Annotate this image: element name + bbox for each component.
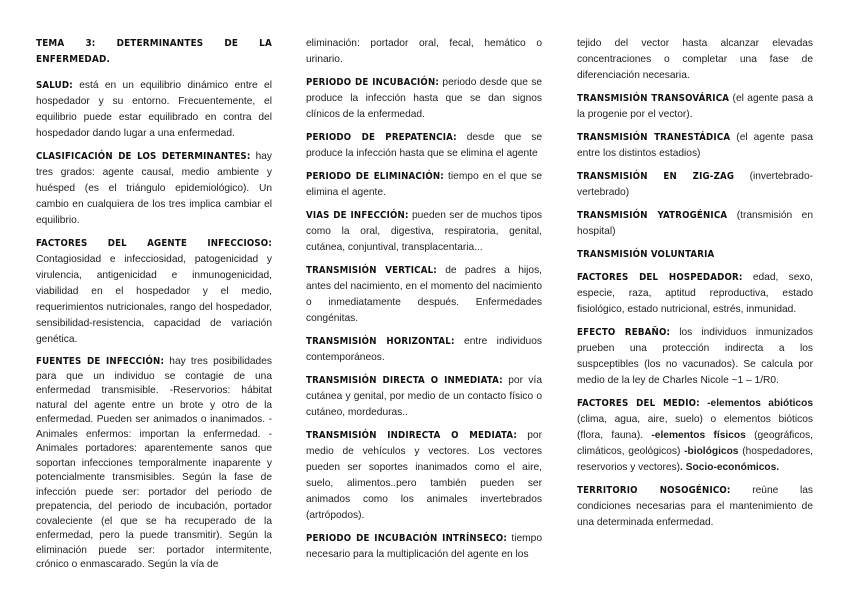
heading-periodo-intrinseco: PERIODO DE INCUBACIÓN INTRÍNSECO: [306,533,508,544]
paragraph-periodo-intrinseco [306,531,542,563]
heading-clasificacion: CLASIFICACIÓN DE LOS DETERMINANTES: [36,151,251,162]
page-title: TEMA 3: DETERMINANTES DE LA ENFERMEDAD. [36,38,272,65]
paragraph-vector-cont [577,36,813,84]
text-zig-zag: (invertebrado-vertebrado) [577,171,814,198]
text-transovarica: (el agente pasa a la progenie por el vector). [577,93,814,120]
text-clasificacion: hay tres grados: agente causal, medio ambiente y huésped (es el triángulo epidemiológico). Un cambio en cualquiera de los tres implica cambiar el equilibrio. [36,151,272,226]
heading-efecto-rebano: EFECTO REBAÑO: [577,327,671,338]
heading-transovarica: TRANSMISIÓN TRANSOVÁRICA [577,93,730,104]
paragraph-transmision-directa [306,373,542,421]
heading-periodo-prepatencia: PERIODO DE PREPATENCIA: [306,132,457,143]
text-efecto-rebano: los individuos inmunizados prueben una protección indirecta a los suspceptibles (los no vacunados). Se calcula por medio de la ley de Charles Nicole ~1 – 1/R0. [577,327,813,386]
text-abioticos: (clima, agua, aire, suelo) o elementos bióticos (flora, fauna). [577,414,813,441]
text-transmision-vertical: de padres a hijos, antes del nacimiento, en el momento del nacimiento o inmediatamente después. Enfermedades congénitas. [306,265,542,324]
paragraph-territorio-nosogenico [577,483,813,531]
text-periodo-incubacion: periodo desde que se produce la infección hasta que se dan signos clínicos de la enfermedad. [306,77,542,120]
text-periodo-eliminacion: tiempo en el que se elimina el agente. [306,171,542,198]
text-fisicos: (geográficos, climáticos, geológicos) [577,430,814,457]
text-territorio-nosogenico: reúne las condiciones necesarias para el mantenimiento de una determinada enfermedad. [577,485,813,528]
heading-vias-infeccion: VIAS DE INFECCIÓN: [306,210,409,221]
text-salud: está en un equilibrio dinámico entre el hospedador y su entorno. Frecuentemente, el equilibrio puede estar equilibrado en contra del hospedador dando lugar a una enfermedad. [36,80,272,139]
heading-zig-zag: TRANSMISIÓN EN ZIG-ZAG [577,171,735,182]
text-biologicos: (hospedadores, reservorios y vectores) [577,446,813,473]
heading-transmision-indirecta: TRANSMISIÓN INDIRECTA O MEDIATA: [306,430,518,441]
paragraph-salud [36,78,272,142]
text-fuentes-infeccion: hay tres posibilidades para que un individuo se contagie de una enfermedad transmisible. -Reservorios: hábitat natural del agente entre un brote y otro de la enfermedad. Pueden ser animados o inanimados. -Animales enfermos: importan la enfermedad. -Animales portadores: aparentemente sanos que soportan infecciones temporalmente inaparente y potencialmente transmisibles. Según la fase de infección puede ser: portador del periodo de prepatencia, del periodo de incubación, portador covaleciente (el que se ha recuperado de la enfermedad, pero la puede transmitir). Según la eliminación puede ser: portador intermitente, crónico o enmascarado. Según la vía de [36,356,272,570]
text-periodo-intrinseco: tiempo necesario para la multiplicación del agente en los [306,533,542,560]
bold-biologicos: -biológicos [684,446,739,457]
paragraph-zig-zag [577,169,813,201]
heading-factores-medio: FACTORES DEL MEDIO: [577,398,700,409]
heading-salud: SALUD: [36,80,73,91]
text-vector-cont: tejido del vector hasta alcanzar elevadas concentraciones o completar una fase de diferenciación necesaria. [577,38,813,81]
paragraph-efecto-rebano [577,325,813,389]
heading-transmision-horizontal: TRANSMISIÓN HORIZONTAL: [306,336,455,347]
paragraph-eliminacion-cont [306,36,542,68]
paragraph-fuentes-infeccion [36,355,272,573]
text-transmision-horizontal: entre individuos contemporáneos. [306,336,542,363]
text-factores-hospedador: edad, sexo, especie, raza, aptitud reproductiva, estado fisiológico, estado nutricional, estrés, inmunidad. [577,272,813,315]
paragraph-voluntaria [577,247,813,263]
paragraph-factores-hospedador [577,270,813,318]
heading-fuentes-infeccion: FUENTES DE INFECCIÓN: [36,356,165,367]
heading-tranestadica: TRANSMISIÓN TRANESTÁDICA [577,132,731,143]
column-1 [36,36,272,580]
heading-voluntaria: TRANSMISIÓN VOLUNTARIA [577,249,715,260]
heading-transmision-directa: TRANSMISIÓN DIRECTA O INMEDIATA: [306,375,503,386]
column-2 [306,36,542,570]
column-3 [577,36,813,538]
text-factores-agente: Contagiosidad e infecciosidad, patogenicidad y virulencia, antigenicidad e inmunogenicidad, viabilidad en el hospedador y el medio, requerimientos nutricionales, rango del hospedador, sensibilidad-resistencia, capacidad de variación genética. [36,254,272,345]
paragraph-factores-agente [36,236,272,348]
heading-factores-hospedador: FACTORES DEL HOSPEDADOR: [577,272,743,283]
heading-periodo-incubacion: PERIODO DE INCUBACIÓN: [306,77,440,88]
text-tranestadica: (el agente pasa entre los distintos estadios) [577,132,813,159]
text-vias-infeccion: pueden ser de muchos tipos como la oral, digestiva, respiratoria, genital, cutánea, conjuntival, transplacentaria... [306,210,542,253]
paragraph-transovarica [577,91,813,123]
paragraph-periodo-incubacion [306,75,542,123]
paragraph-tranestadica [577,130,813,162]
heading-periodo-eliminacion: PERIODO DE ELIMINACIÓN: [306,171,444,182]
paragraph-periodo-prepatencia [306,130,542,162]
heading-transmision-vertical: TRANSMISIÓN VERTICAL: [306,265,437,276]
text-periodo-prepatencia: desde que se produce la infección hasta que se elimina el agente [306,132,542,159]
text-yatrogenica: (transmisión en hospital) [577,210,813,237]
heading-yatrogenica: TRANSMISIÓN YATROGÉNICA [577,210,728,221]
paragraph-yatrogenica [577,208,813,240]
bold-abioticos: -elementos abióticos [699,398,813,409]
heading-factores-agente: FACTORES DEL AGENTE INFECCIOSO: [36,238,272,249]
text-transmision-indirecta: por medio de vehículos y vectores. Los vectores pueden ser soportes inanimados como el aire, suelo, alimentos..pero también pueden ser animados como los animales invertebrados (artrópodos). [306,430,542,521]
bold-fisicos: -elementos físicos [651,430,746,441]
paragraph-transmision-horizontal [306,334,542,366]
paragraph-clasificacion [36,149,272,229]
text-transmision-directa: por vía cutánea y genital, por medio de un contacto físico o cutáneo, mordeduras.. [306,375,542,418]
paragraph-transmision-indirecta [306,428,542,524]
paragraph-transmision-vertical [306,263,542,327]
paragraph-factores-medio [577,396,813,476]
bold-socioeconomicos: . Socio-económicos. [680,462,780,473]
text-eliminacion-cont: eliminación: portador oral, fecal, hemático o urinario. [306,38,542,65]
paragraph-periodo-eliminacion [306,169,542,201]
paragraph-vias-infeccion [306,208,542,256]
heading-territorio-nosogenico: TERRITORIO NOSOGÉNICO: [577,485,731,496]
